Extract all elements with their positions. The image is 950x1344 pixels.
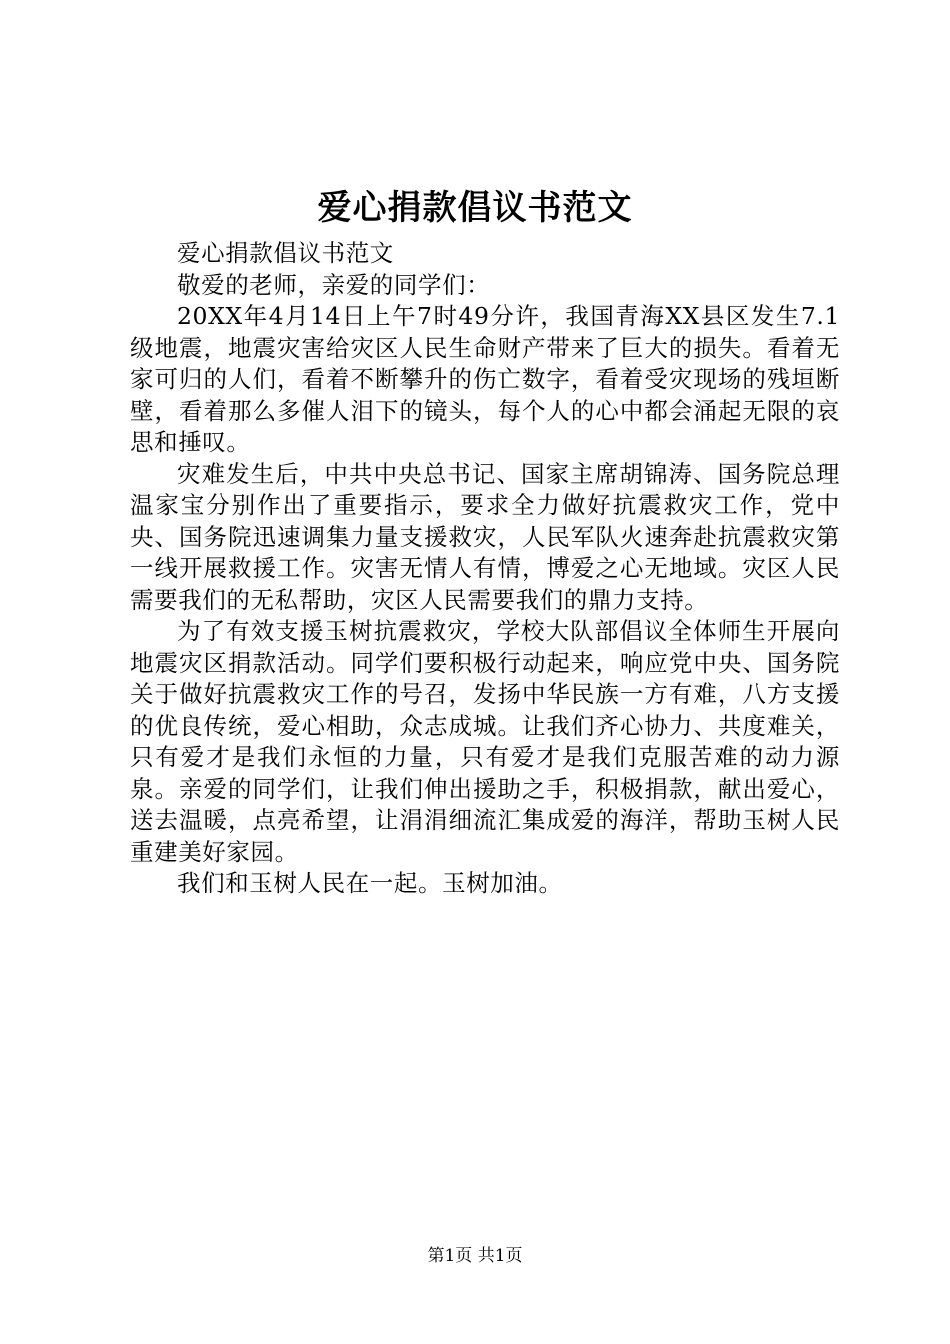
body-paragraph: 20XX年4月14日上午7时49分许，我国青海XX县区发生7.1级地震，地震灾害给灾区人民生命财产带来了巨大的损失。看着无家可归的人们，看着不断攀升的伤亡数字，看着受灾现场的残垣断壁，看着那么多催人泪下的镜头，每个人的心中都会涌起无限的哀思和捶叹。 — [130, 302, 840, 456]
closing-paragraph: 我们和玉树人民在一起。玉树加油。 — [177, 869, 563, 897]
document-title: 爱心捐款倡议书范文 — [317, 188, 633, 228]
body-paragraph: 爱心捐款倡议书范文 — [177, 239, 394, 267]
body-paragraph: 灾难发生后，中共中央总书记、国家主席胡锦涛、国务院总理温家宝分别作出了重要指示，要求全力做好抗震救灾工作，党中央、国务院迅速调集力量支援救灾，人民军队火速奔赴抗震救灾第一线开展救援工作。灾害无情人有情，博爱之心无地域。灾区人民需要我们的无私帮助，灾区人民需要我们的鼎力支持。 — [130, 459, 840, 614]
document-body — [130, 238, 840, 900]
salutation: 敬爱的老师，亲爱的同学们： — [177, 270, 491, 299]
page-number-footer: 第1页 共1页 — [427, 1246, 523, 1266]
body-paragraph: 为了有效支援玉树抗震救灾，学校大队部倡议全体师生开展向地震灾区捐款活动。同学们要积极行动起来，响应党中央、国务院关于做好抗震救灾工作的号召，发扬中华民族一方有难，八方支援的优良传统，爱心相助，众志成城。让我们齐心协力、共度难关，只有爱才是我们永恒的力量，只有爱才是我们克服苦难的动力源泉。亲爱的同学们，让我们伸出援助之手，积极捐款，献出爱心，送去温暖，点亮希望，让涓涓细流汇集成爱的海洋，帮助玉树人民重建美好家园。 — [130, 617, 840, 866]
